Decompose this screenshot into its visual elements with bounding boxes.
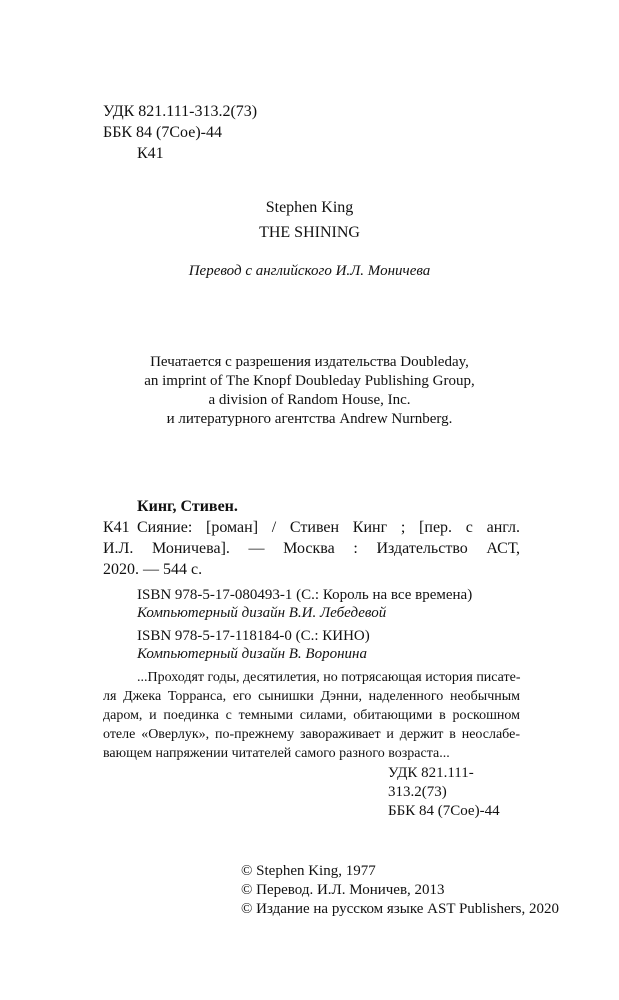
annotation-line: вающем напряжении читателей самого разного возраста... [103,746,450,761]
annotation-line: отеле «Оверлук», по-прежнему завораживает и держит в неослабе- [103,727,520,742]
annotation-line: даром, и поединка с темными силами, обитающими в роскошном [103,708,520,723]
original-title: THE SHINING [259,224,360,241]
copyright-line: © Перевод. И.Л. Моничев, 2013 [241,882,445,898]
catalog-mark: К41 [103,519,130,536]
catalog-description-line: Сияние: [роман] / Стивен Кинг ; [пер. с англ. [137,519,520,536]
isbn-line: ISBN 978-5-17-118184-0 (С.: КИНО) [137,628,370,644]
translation-note: Перевод с английского И.Л. Моничева [188,263,431,279]
bottom-udk: УДК 821.111- [388,765,474,781]
annotation-line: ля Джека Торранса, его сынишки Дэнни, наделенного необычным [103,689,520,704]
permission-line: an imprint of The Knopf Doubleday Publishing Group, [144,373,475,389]
catalog-description-line: 2020. — 544 с. [103,561,203,578]
design-credit: Компьютерный дизайн В. Воронина [137,646,367,662]
copyright-line: © Stephen King, 1977 [241,863,376,879]
permission-line: и литературного агентства Andrew Nurnberg. [166,411,453,427]
bottom-bbk: ББК 84 (7Сое)-44 [388,803,500,819]
isbn-line: ISBN 978-5-17-080493-1 (С.: Король на все времена) [137,587,473,603]
catalog-description-line: И.Л. Моничева]. — Москва : Издательство АСТ, [103,540,520,557]
original-author: Stephen King [265,199,354,216]
permission-line: Печатается с разрешения издательства Doubleday, [150,354,469,370]
udk-code: УДК 821.111-313.2(73) [103,103,258,120]
catalog-heading: Кинг, Стивен. [137,498,238,515]
permission-line: a division of Random House, Inc. [208,392,411,408]
design-credit: Компьютерный дизайн В.И. Лебедевой [137,605,387,621]
copyright-line: © Издание на русском языке AST Publishers, 2020 [241,901,559,917]
bottom-udk-cont: 313.2(73) [388,784,447,800]
author-mark: К41 [137,145,164,162]
bbk-code: ББК 84 (7Сое)-44 [103,124,222,141]
annotation-line: ...Проходят годы, десятилетия, но потрясающая история писате- [137,670,521,685]
